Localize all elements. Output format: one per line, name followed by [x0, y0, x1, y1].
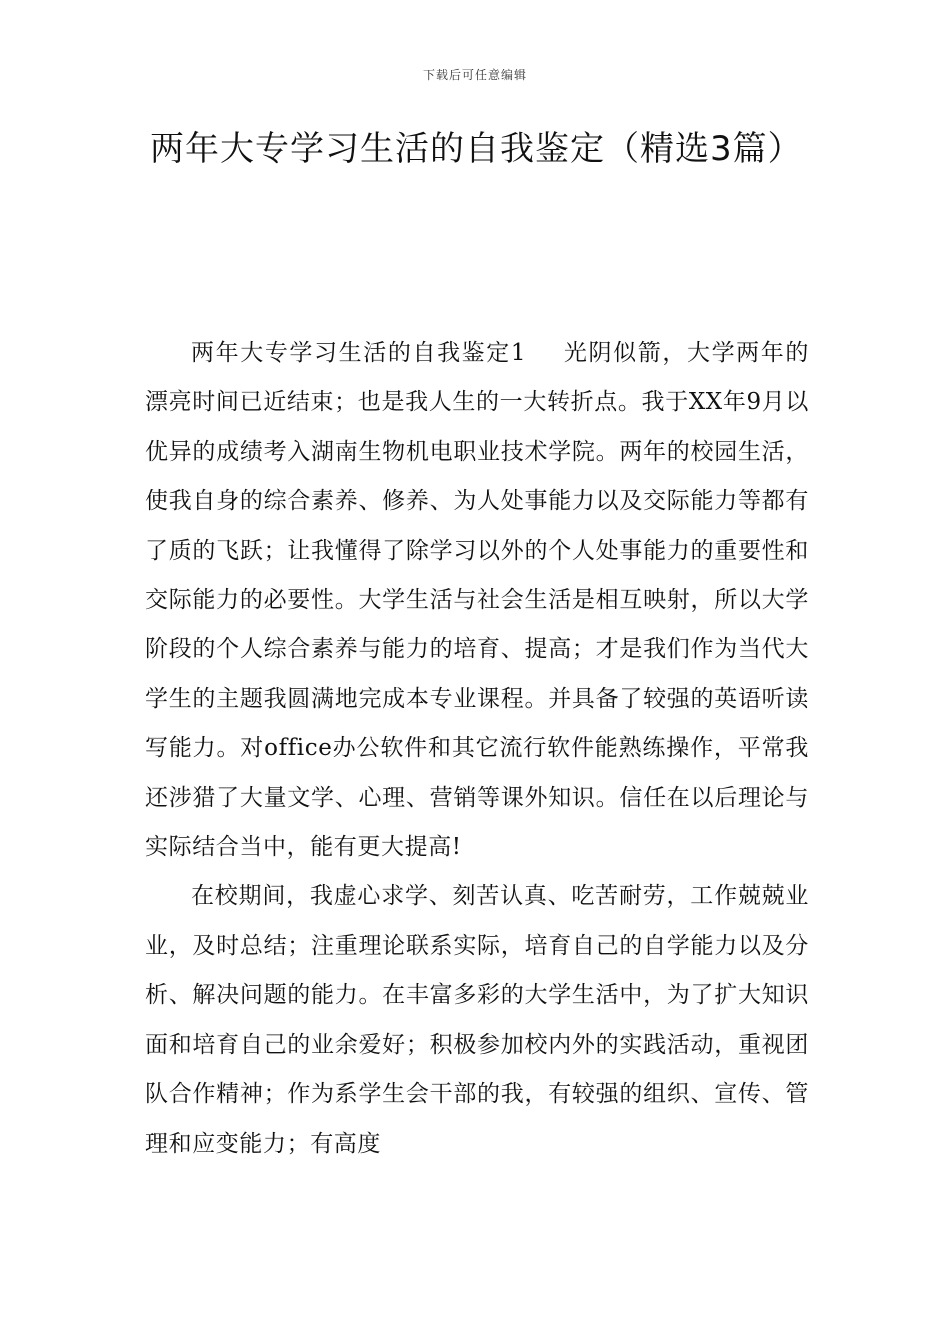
- document-title: 两年大专学习生活的自我鉴定（精选3篇）: [150, 129, 803, 169]
- header-note: 下载后可任意编辑: [422, 68, 527, 82]
- paragraph-1-text: 光阴似箭，大学两年的漂亮时间已近结束；也是我人生的一大转折点。我于XX年9月以优异的成绩考入湖南生物机电职业技术学院。两年的校园生活，使我自身的综合素养、修养、为人处事能力以及交际能力等都有了质的飞跃；让我懂得了除学习以外的个人处事能力的重要性和交际能力的必要性。大学生活与社会生活是相互映射，所以大学阶段的个人综合素养与能力的培育、提高；才是我们作为当代大学生的主题我圆满地完成本专业课程。并具备了较强的英语听读写能力。对office办公软件和其它流行软件能熟练操作，平常我还涉猎了大量文学、心理、营销等课外知识。信任在以后理论与实际结合当中，能有更大提高!: [145, 340, 809, 861]
- section-title: 两年大专学习生活的自我鉴定1: [191, 340, 527, 366]
- paragraph-1: [145, 329, 809, 872]
- paragraph-2: 在校期间，我虚心求学、刻苦认真、吃苦耐劳，工作兢兢业业，及时总结；注重理论联系实际，培育自己的自学能力以及分析、解决问题的能力。在丰富多彩的大学生活中，为了扩大知识面和培育自己的业余爱好；积极参加校内外的实践活动，重视团队合作精神；作为系学生会干部的我，有较强的组织、宣传、管理和应变能力；有高度: [145, 883, 809, 1157]
- document-body: [145, 329, 809, 1169]
